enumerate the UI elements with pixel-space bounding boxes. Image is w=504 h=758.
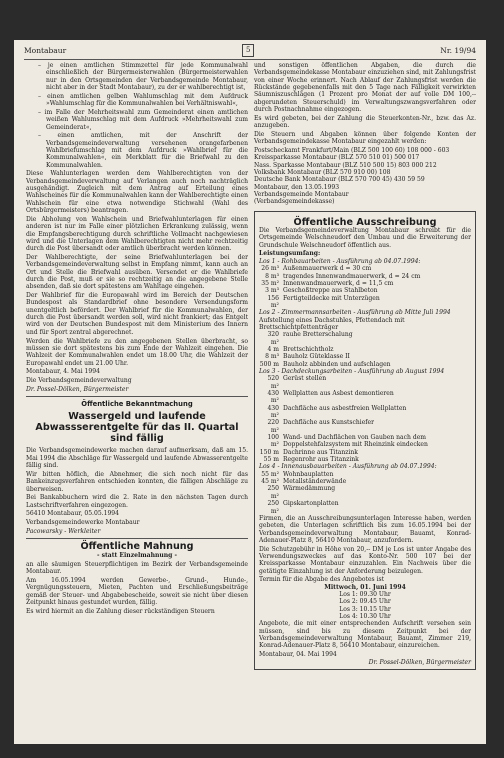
paragraph: Firmen, die an Ausschreibungsunterlagen Interesse haben, werden gebeten, die Unterlagen schriftlich bis zum 16.05.1994 bei der Verbandsgemeindeverwaltung Montabaur, Bauamt, Konrad-Adenauer-Platz 8, 56410 Montabaur, anzufordern.: [259, 514, 471, 544]
los-item: [259, 353, 471, 360]
los-item: [259, 346, 471, 353]
paragraph: Der Wahlbrief für die Europawahl wird im Bereich der Deutschen Bundespost als Standardbrief ohne besondere Versendungsform unentgeltlich befördert. Der Wahlbrief für die Kommunalwahlen, der durch die Post übersandt werden soll, wird nicht frankiert; das Entgelt wird von der Deutschen Bundespost mit dem Ministerium des Innern und für Sport zentral abgerechnet.: [26, 292, 248, 336]
paragraph: und sonstigen öffentlichen Abgaben, die durch die Verbandsgemeindekasse Montabaur einzuziehen sind, mit Zahlungsfrist von einer Woche erinnert. Nach Ablauf der Zahlungsfrist werden die Rückstände gegebenenfalls mit den 5 Tage nach Fälligkeit verwirkten Säumniszuschlägen (1 Prozent pro Monat der auf volle DM 100,-- abgerundeten Steuerschuld) im Verwaltungszwangsverfahren oder durch Postnachnahme eingezogen.: [254, 62, 476, 114]
los-item: [259, 478, 471, 485]
los-item: [259, 280, 471, 287]
los-quantity: 8 m³: [265, 353, 279, 361]
termin-time: Los 2: 09.45 Uhr: [339, 598, 391, 606]
los-quantity: 150 m: [259, 448, 279, 456]
los-quantity: 45 m²: [261, 478, 279, 486]
los-description: Wohnbauplatten: [283, 470, 334, 478]
paragraph: Der Wahlberechtigte, der seine Briefwahlunterlagen bei der Verbandsgemeindeverwaltung selbst in Empfang nimmt, kann auch an Ort und Stelle die Briefwahl ausüben. Versendet er die Wahlbriefe durch die Post, muß er sie so rechtzeitig an die angegebene Stelle absenden, daß sie dort spätestens am Wahltage eingehen.: [26, 253, 248, 291]
los-item: [259, 419, 471, 434]
los-quantity: 55 m: [263, 456, 279, 464]
los-description: Wellplatten aus Asbest demontieren: [283, 390, 394, 397]
los-quantity: 250 m²: [267, 500, 279, 515]
los-quantity: 26 m³: [261, 265, 279, 273]
los-list: [259, 471, 471, 515]
los-item: [259, 273, 471, 280]
account-item: Nass. Sparkasse Montabaur (BLZ 510 500 15) 803 000 212: [254, 161, 437, 169]
org-line: (Verbandsgemeindekasse): [254, 198, 335, 206]
los-description: Dachfläche aus asbestfreien Wellplatten: [283, 404, 407, 412]
paragraph: Die Abholung von Wahlschein und Briefwahlunterlagen für einen anderen ist nur im Falle einer plötzlichen Erkrankung zulässig, wenn die Empfangsberechtigung durch schriftliche Vollmacht nachgewiesen wird und die Unterlagen dem Wahlberechtigten nicht mehr rechtzeitig durch die Post übersandt oder amtlich überbracht werden können.: [26, 215, 248, 253]
los-description: Gerüst stellen: [283, 375, 327, 383]
mahnung-subheading: - statt Einzelmahnung -: [96, 551, 178, 559]
paragraph: Es wird gebeten, bei der Zahlung die Steuerkonten-Nr., bzw. das Az. anzugeben.: [254, 114, 476, 130]
los-item: [259, 265, 471, 272]
leistung-heading: Leistungsumfang:: [259, 250, 321, 258]
los-heading: Los 3 - Dachdeckungsarbeiten - Ausführung ab August 1994: [259, 367, 445, 375]
los-quantity: 35 m²: [261, 279, 279, 287]
bullet-item: – einen amtlichen gelben Wahlumschlag mit dem Aufdruck »Wahlumschlag für die Kommunalwahlen bei Verhältniswahl«,: [38, 92, 248, 108]
account-item: Deutsche Bank Montabaur (BLZ 570 700 45) 430 59 59: [254, 176, 425, 184]
termin-time: Los 1: 09.30 Uhr: [339, 591, 391, 599]
los-description: Geschoßtreppe aus Stahlbeton: [283, 287, 378, 295]
termin-time: Los 4: 10.30 Uhr: [339, 613, 391, 621]
paragraph: an alle säumigen Steuerpflichtigen im Bezirk der Verbandsgemeinde Montabaur.: [26, 560, 248, 576]
notice-heading: Öffentliche Bekanntmachung: [81, 400, 193, 409]
los-item: [259, 500, 471, 515]
paragraph: Wir bitten höflich, die Abnehmer, die sich noch nicht für das Bankeinzugsverfahren entschieden konnten, die fälligen Abschläge zu überweisen.: [26, 470, 248, 493]
los-description: Dachfläche aus Kunstschiefer: [283, 419, 374, 427]
los-quantity: 3 m³: [265, 287, 279, 295]
issue-number: Nr. 19/94: [440, 46, 476, 55]
date-line: Montabaur, 4. Mai 1994: [26, 368, 100, 376]
headline-wassergeld: Wassergeld und laufende Abwassserentgelte für das II. Quartal sind fällig: [35, 411, 239, 445]
paragraph: Werden die Wahlbriefe zu den angegebenen Stellen überbracht, so müssen sie dort spätestens bis zum Ende der Wahlzeit eingehen. Die Wahlzeit der Kommunalwahlen endet um 18.00 Uhr, die Wahlzeit der Europawahl endet um 21.00 Uhr.: [26, 337, 248, 367]
los-description: Regenrohr aus Titanzink: [283, 456, 359, 464]
header-rule: [24, 59, 476, 60]
los-description: Bauholz Güteklasse II: [283, 353, 350, 361]
bullet-item: – je einen amtlichen Stimmzettel für jede Kommunalwahl einschließlich der Bürgermeisterwahlen (Bürgermeisterwahlen nur in den Ortsgemeinden der Verbandsgemeinde Montabaur, nicht aber in der Stadt Montabaur), zu der er wahlberechtigt ist,: [38, 62, 248, 92]
los-heading: Los 2 - Zimmermannsarbeiten - Ausführung ab Mitte Juli 1994: [259, 309, 451, 317]
page-number: 5: [242, 44, 254, 57]
los-heading: Los 4 - Innenausbauarbeiten - Ausführung ab 04.07.1994:: [259, 463, 437, 471]
paragraph: Diese Wahlunterlagen werden dem Wahlberechtigten von der Verbandsgemeindeverwaltung auf Verlangen auch noch nachträglich ausgehändigt. Zugleich mit dem Antrag auf Erteilung eines Wahlscheines für die Kommunalwahlen kann der Wahlberechtigte einen Wahlschein für eine etwa notwendige Stichwahl (Wahl des Ortsbürgermeisters) beantragen.: [26, 170, 248, 215]
los-description: Bauholz abbinden und aufschlagen: [283, 360, 391, 368]
los-item: [259, 361, 471, 368]
org-line: Die Verbandsgemeindeverwaltung: [26, 377, 132, 384]
los-description: tragendes Innenwandmauerwerk, d = 24 cm: [283, 272, 421, 280]
los-item: [259, 434, 471, 449]
termin-line: Termin für die Abgabe des Angebotes ist: [259, 576, 385, 584]
los-description: Gipskartonplatten: [283, 500, 339, 508]
account-item: Volksbank Montabaur (BLZ 570 910 00) 108: [254, 168, 391, 176]
los-description: Brettschichtholz: [283, 345, 334, 353]
los-quantity: 55 m²: [261, 470, 279, 478]
los-quantity: 220 m²: [267, 419, 279, 434]
los-item: [259, 405, 471, 420]
divider: [26, 396, 248, 397]
los-item: [259, 449, 471, 456]
los-item: [259, 485, 471, 500]
los-description: Metallständerwände: [283, 478, 347, 486]
los-quantity: 156 m²: [267, 294, 279, 309]
signature: Dr. Possel-Dölken, Bürgermeister: [368, 658, 471, 666]
los-item: [259, 456, 471, 463]
paragraph: Am 16.05.1994 werden Gewerbe-, Grund-, Hunde-, Vergnügungssteuern, Mieten, Pachten und Erschließungsbeiträge gemäß der Steuer- und Abgabebescheide, soweit sie nicht über diesen Zeitpunkt hinaus gestundet wurden, fällig.: [26, 576, 248, 606]
bullet-item: – einen amtlichen, mit der Anschrift der Verbandsgemeindeverwaltung versehenen orangefarbenen Wahlbriefumschlag mit dem Aufdruck »Wahlbrief für die Kommunalwahlen«, ein Merkblatt für die Briefwahl zu den Kommunalwahlen.: [38, 132, 248, 169]
date-line: Montabaur, den 13.05.1993: [254, 183, 340, 191]
page-header: [24, 44, 476, 58]
los-quantity: 430 m²: [267, 404, 279, 420]
los-description: Fertigteildecke mit Unterzügen: [283, 294, 380, 302]
los-quantity: 320 m²: [267, 331, 279, 346]
termin-time: Los 3: 10.15 Uhr: [339, 605, 391, 613]
header-town: Montabaur: [24, 46, 67, 55]
los-list: [259, 375, 471, 463]
los-heading: Los 1 - Rohbauarbeiten - Ausführung ab 04.07.1994:: [259, 257, 421, 265]
los-item: [259, 375, 471, 390]
mahnung-heading: Öffentliche Mahnung: [80, 541, 194, 553]
paragraph: Die Verbandsgemeindewerke machen darauf aufmerksam, daß am 15. Mai 1994 die Abschläge für Wassergeld und laufende Abwasserentgelte fällig sind.: [26, 447, 248, 470]
los-item: [259, 331, 471, 346]
left-column: [26, 62, 248, 616]
los-text: Aufstellung eines Dachstuhles, Pfettendach mit Brettschichtpfettenträger: [259, 316, 405, 331]
paragraph: Die Steuern und Abgaben können über folgende Konten der Verbandsgemeindekasse Montabaur eingezahlt werden:: [254, 130, 476, 146]
los-list: [259, 265, 471, 309]
los-description: Dachrinne aus Titanzink: [283, 448, 358, 456]
right-column: [254, 62, 476, 670]
los-quantity: 500 m: [259, 360, 279, 368]
los-description: Innenwandmauerwerk, d = 11,5 cm: [283, 279, 394, 287]
account-item: Postscheckamt Frankfurt/Main (BLZ 500 100 60) 108 000 - 603: [254, 146, 450, 154]
org-line: Verbandsgemeindewerke Montabaur: [26, 519, 140, 527]
los-item: [259, 471, 471, 478]
paragraph: Es wird hiermit an die Zahlung dieser rückständigen Steuern: [26, 607, 215, 615]
los-quantity: 4 m: [267, 345, 279, 353]
los-item: [259, 287, 471, 294]
paragraph: Die Verbandsgemeindeverwaltung Montabaur schreibt für die Ortsgemeinde Welschneudorf den Umbau und die Erweiterung der Grundschule Welschneudorf öffentlich aus.: [259, 227, 471, 249]
account-list: [254, 147, 476, 184]
ausschreibung-box: [254, 211, 476, 670]
los-quantity: 8 m³: [265, 272, 279, 280]
paragraph: Bei Bankabbuchern wird die 2. Rate in den nächsten Tagen durch Lastschriftverfahren eingezogen.: [26, 494, 248, 509]
paragraph: Angebote, die mit einer entsprechenden Aufschrift versehen sein müssen, sind bis zu diesem Zeitpunkt bei der Verbandsgemeindeverwaltung Montabaur, Bauamt, Zimmer 219, Konrad-Adenauer-Platz 8, 56410 Montabaur, einzureichen.: [259, 620, 471, 650]
los-description: Wärmedämmung: [283, 485, 336, 493]
bullet-item: – im Falle der Mehrheitswahl zum Gemeinderat einen amtlichen weißen Wahlumschlag mit dem Aufdruck »Mehrheitswahl zum Gemeinderat«,: [38, 108, 248, 131]
org-line: Verbandsgemeinde Montabaur: [254, 191, 349, 199]
date-line: Montabaur, 04. Mai 1994: [259, 651, 337, 659]
paragraph: Die Schutzgebühr in Höhe von 20,-- DM je Los ist unter Angabe des Verwendungszweckes auf das Konto-Nr. 500 107 bei der Kreissparkasse Montabaur einzuzahlen. Ein Nachweis über die getätigte Einzahlung ist der Anforderung beizulegen.: [259, 545, 471, 575]
los-item: [259, 295, 471, 310]
termin-date: Mittwoch, 01. Juni 1994: [324, 583, 406, 591]
los-list: [259, 331, 471, 368]
los-description: Wand- und Dachflächen von Gauben nach dem Doppelstehfalzsystem mit Rheinzink eindecken: [283, 434, 428, 449]
newspaper-page: [14, 40, 486, 744]
ausschreibung-heading: Öffentliche Ausschreibung: [293, 216, 437, 228]
signature: Dr. Possel-Dölken, Bürgermeister: [26, 385, 129, 393]
los-quantity: 520 m²: [267, 375, 279, 390]
los-description: rauhe Bretterschalung: [283, 331, 353, 339]
divider: [26, 538, 248, 539]
los-quantity: 430 m²: [267, 390, 279, 405]
account-item: Kreissparkasse Montabaur (BLZ 570 510 01) 500 017: [254, 154, 420, 162]
signature: Pacowarsky - Werkleiter: [26, 527, 101, 535]
los-quantity: 100 m²: [267, 434, 279, 449]
los-quantity: 250 m²: [267, 485, 279, 500]
date-line: 56410 Montabaur, 05.05.1994: [26, 510, 119, 518]
los-description: Außenmauerwerk d = 30 cm: [283, 265, 372, 273]
los-item: [259, 390, 471, 405]
